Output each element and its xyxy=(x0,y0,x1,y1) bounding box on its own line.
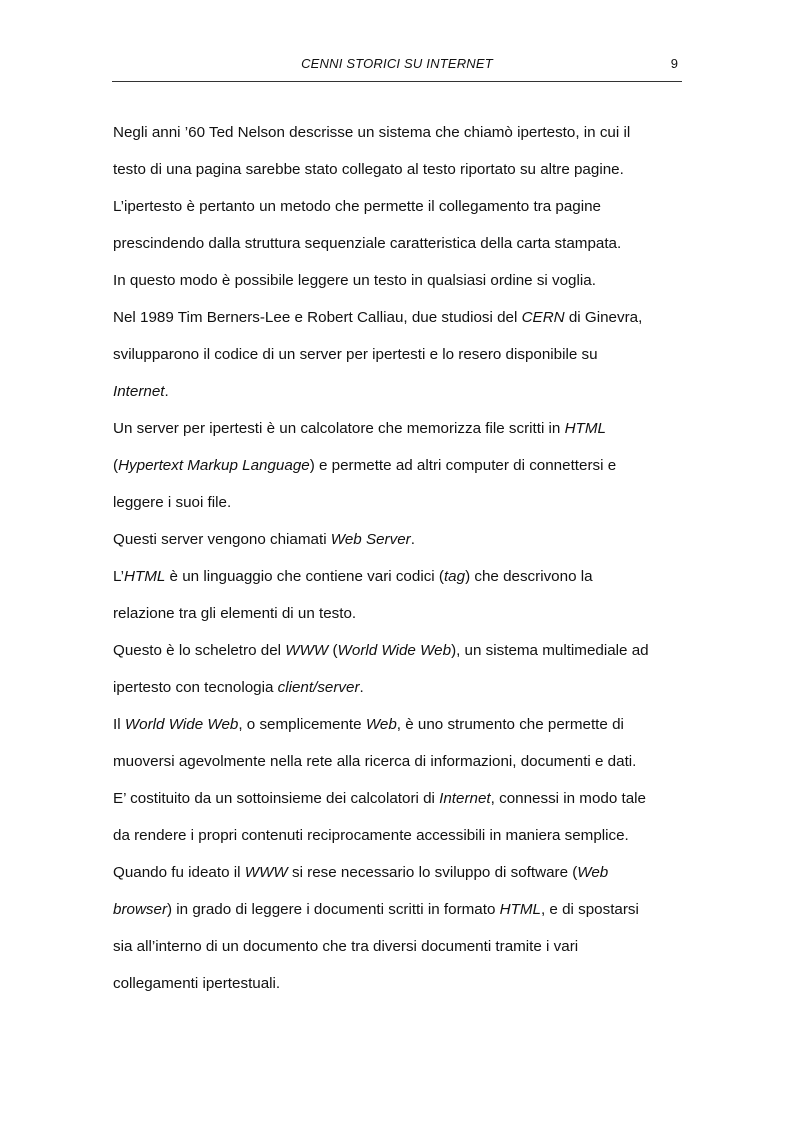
text-line: Negli anni ’60 Ted Nelson descrisse un sistema che chiamò ipertesto, in cui il xyxy=(113,124,631,141)
text-line: Un server per ipertesti è un calcolatore che memorizza file scritti in HTML xyxy=(113,420,606,437)
text-line: da rendere i propri contenuti reciprocamente accessibili in maniera semplice. xyxy=(113,827,629,844)
text-line: (Hypertext Markup Language) e permette ad altri computer di connettersi e xyxy=(113,457,617,474)
text-line: relazione tra gli elementi di un testo. xyxy=(113,605,357,622)
text-line: muoversi agevolmente nella rete alla ricerca di informazioni, documenti e dati. xyxy=(113,753,637,770)
text-line: Internet. xyxy=(113,383,169,400)
text-line: Nel 1989 Tim Berners-Lee e Robert Calliau, due studiosi del CERN di Ginevra, xyxy=(113,309,643,326)
text-line: L’HTML è un linguaggio che contiene vari codici (tag) che descrivono la xyxy=(113,568,593,585)
text-line: leggere i suoi file. xyxy=(113,494,232,511)
running-header-title: CENNI STORICI SU INTERNET xyxy=(301,56,493,71)
text-line: svilupparono il codice di un server per ipertesti e lo resero disponibile su xyxy=(113,346,598,363)
page-number: 9 xyxy=(670,56,678,71)
text-line: E’ costituito da un sottoinsieme dei calcolatori di Internet, connessi in modo tale xyxy=(113,790,646,807)
text-line: In questo modo è possibile leggere un testo in qualsiasi ordine si voglia. xyxy=(113,272,596,289)
text-line: browser) in grado di leggere i documenti scritti in formato HTML, e di spostarsi xyxy=(113,901,639,918)
text-line: Questo è lo scheletro del WWW (World Wide Web), un sistema multimediale ad xyxy=(113,642,649,659)
header-rule xyxy=(112,81,682,82)
text-line: Il World Wide Web, o semplicemente Web, è uno strumento che permette di xyxy=(113,716,624,733)
text-line: prescindendo dalla struttura sequenziale caratteristica della carta stampata. xyxy=(113,235,622,252)
body-text xyxy=(113,114,681,1002)
text-line: Questi server vengono chiamati Web Server. xyxy=(113,531,415,548)
text-line: Quando fu ideato il WWW si rese necessario lo sviluppo di software (Web xyxy=(113,864,609,881)
text-line: sia all’interno di un documento che tra diversi documenti tramite i vari xyxy=(113,938,579,955)
text-line: L’ipertesto è pertanto un metodo che permette il collegamento tra pagine xyxy=(113,198,601,215)
text-line: testo di una pagina sarebbe stato collegato al testo riportato su altre pagine. xyxy=(113,161,624,178)
text-line: collegamenti ipertestuali. xyxy=(113,975,281,992)
text-line: ipertesto con tecnologia client/server. xyxy=(113,679,364,696)
page-header xyxy=(112,54,682,74)
